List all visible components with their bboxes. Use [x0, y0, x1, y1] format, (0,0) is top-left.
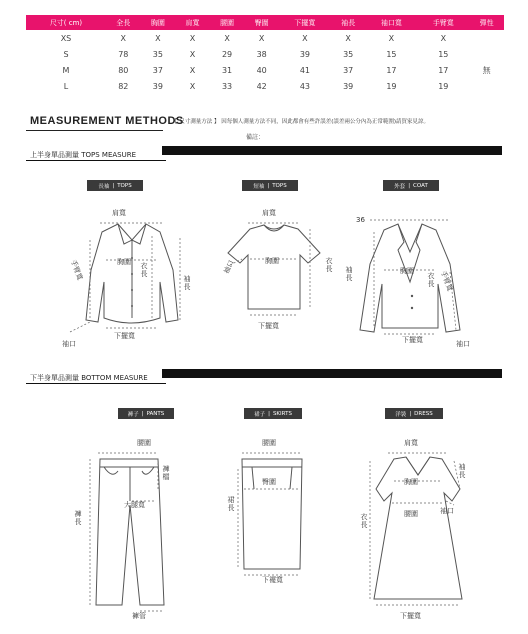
title-underline — [26, 130, 163, 131]
short-sleeve-tee-drawing — [222, 215, 332, 325]
table-row — [26, 78, 504, 94]
tag-en: COAT — [413, 182, 428, 189]
tag-dress: 洋裝 | DRESS — [385, 408, 443, 419]
tag-en: PANTS — [146, 410, 165, 417]
table-cell: X — [302, 33, 308, 43]
size-table — [26, 15, 504, 94]
label-shoulder: 肩寬 — [404, 439, 418, 447]
label-waist: 腰圍 — [404, 510, 418, 518]
tag-zh: 外套 — [394, 183, 406, 190]
size-table-header: 臀圍 — [244, 15, 279, 30]
table-cell: 17 — [386, 65, 397, 75]
table-cell: 39 — [299, 49, 310, 59]
size-table-header: 全長 — [106, 15, 141, 30]
label-length: 衣長 — [140, 262, 148, 278]
measurement-title: MEASUREMENT METHODS — [30, 115, 184, 127]
label-length: 衣長 — [325, 257, 333, 273]
tag-en: TOPS — [272, 182, 287, 189]
table-row — [26, 30, 504, 46]
measurement-remark: 備註： — [246, 134, 265, 141]
table-cell: 19 — [438, 81, 449, 91]
label-hem: 下襬寬 — [262, 576, 283, 584]
size-table-header: 尺寸( cm) — [26, 15, 106, 30]
tag-en: TOPS — [117, 182, 132, 189]
size-table-header: 彈性 — [469, 15, 504, 30]
label-chest: 胸圍 — [117, 258, 131, 266]
label-cuff: 袖口 — [62, 340, 76, 348]
label-length: 衣長 — [360, 513, 368, 529]
label-cuff: 袖口 — [456, 340, 470, 348]
tag-zh: 褲子 — [127, 411, 139, 418]
coat-drawing — [350, 212, 480, 342]
label-hem: 下擺寬 — [114, 332, 135, 340]
label-rise: 褲檔 — [162, 465, 170, 481]
size-table-header: 袖長 — [331, 15, 366, 30]
bottoms-section-label: 下半身單品測量 BOTTOM MEASURE — [30, 374, 148, 382]
tag-zh: 洋裝 — [395, 411, 407, 418]
table-cell: 31 — [221, 65, 233, 75]
table-cell: X — [189, 49, 196, 59]
label-shoulder: 肩寬 — [112, 209, 126, 217]
tops-section-label: 上半身單品測量 TOPS MEASURE — [30, 151, 137, 159]
table-cell: 35 — [152, 49, 163, 59]
table-cell: 40 — [256, 65, 267, 75]
table-cell — [469, 30, 504, 46]
tag-skirts: 裙子 | SKIRTS — [244, 408, 302, 419]
table-cell: 19 — [386, 81, 397, 91]
table-cell: L — [63, 81, 69, 91]
tag-zh: 短袖 — [253, 183, 265, 190]
table-cell: 39 — [152, 81, 163, 91]
tag-en: DRESS — [414, 410, 433, 417]
label-thigh: 大腿寬 — [124, 501, 145, 509]
table-cell: S — [63, 49, 69, 59]
table-cell — [469, 78, 504, 94]
table-cell: 39 — [343, 81, 354, 91]
table-cell: 37 — [152, 65, 163, 75]
table-cell: XS — [60, 33, 72, 43]
table-cell: 43 — [299, 81, 310, 91]
table-cell: M — [62, 65, 70, 75]
table-cell: X — [224, 33, 230, 43]
tag-pants: 褲子 | PANTS — [118, 408, 174, 419]
label-cuff: 袖口 — [222, 258, 236, 276]
table-cell: X — [120, 33, 127, 43]
label-sleeve: 袖長 — [458, 463, 466, 479]
tag-en: SKIRTS — [272, 410, 292, 417]
table-cell: X — [345, 33, 351, 43]
label-chest: 胸圍 — [400, 267, 414, 275]
label-arm-width: 手臂寬 — [439, 269, 454, 293]
measurement-note: 【 尺寸測量方法 】 因每個人測量方法不同，因此都會有些許誤差(誤差兩公分內為正常範圍)請買家見諒。 — [172, 119, 430, 125]
tag-long-sleeve: 長袖 | TOPS — [87, 180, 143, 191]
table-cell: X — [258, 33, 265, 43]
label-hem: 褲管 — [132, 612, 146, 620]
section-divider — [26, 383, 166, 384]
label-length: 衣長 — [427, 272, 435, 288]
table-cell: 15 — [386, 49, 397, 59]
label-arm-width: 手臂寬 — [69, 258, 84, 282]
table-cell: 15 — [438, 49, 449, 59]
section-bar — [162, 369, 502, 378]
label-cuff: 袖口 — [440, 507, 454, 515]
table-cell: X — [388, 33, 395, 43]
table-cell: 41 — [299, 65, 310, 75]
table-cell: 42 — [256, 81, 267, 91]
label-length: 褲長 — [74, 510, 82, 526]
label-length: 裙長 — [227, 496, 235, 512]
table-cell: X — [189, 33, 196, 43]
label-chest: 胸圍 — [404, 478, 418, 486]
label-hem: 下擺寬 — [400, 612, 421, 620]
size-table-header-row — [26, 15, 504, 30]
table-cell — [469, 46, 504, 62]
table-cell: 33 — [221, 81, 233, 91]
skirt-drawing — [228, 445, 328, 580]
size-table-header: 胸圍 — [141, 15, 176, 30]
table-cell: 80 — [118, 65, 129, 75]
label-hem: 下擺寬 — [258, 322, 279, 330]
table-row — [26, 46, 504, 62]
table-cell: X — [440, 33, 447, 43]
table-row — [26, 62, 504, 78]
table-cell: X — [189, 81, 196, 91]
table-cell: 17 — [438, 65, 449, 75]
section-bar — [162, 146, 502, 155]
size-table-header: 袖口寬 — [365, 15, 417, 30]
table-cell: 35 — [343, 49, 354, 59]
tag-zh: 裙子 — [254, 411, 266, 418]
label-chest: 胸圍 — [265, 257, 279, 265]
label-shoulder: 肩寬 — [262, 209, 276, 217]
size-table-header: 肩寬 — [175, 15, 210, 30]
tag-short-sleeve: 短袖 | TOPS — [242, 180, 298, 191]
table-cell: 37 — [343, 65, 354, 75]
table-cell: 82 — [118, 81, 129, 91]
section-divider — [26, 160, 166, 161]
label-waist: 腰圍 — [262, 439, 276, 447]
table-cell: X — [155, 33, 161, 43]
table-cell: 78 — [118, 49, 129, 59]
size-table-header: 腰圍 — [210, 15, 245, 30]
table-cell: 38 — [256, 49, 267, 59]
table-cell: X — [189, 65, 196, 75]
label-sleeve: 袖長 — [345, 266, 353, 282]
tag-zh: 長袖 — [98, 183, 110, 190]
size-table-header: 下擺寬 — [279, 15, 331, 30]
table-cell: 29 — [221, 49, 233, 59]
label-sleeve: 袖長 — [183, 275, 191, 291]
label-hip: 臀圍 — [262, 478, 276, 486]
size-table-header: 手臂寬 — [417, 15, 469, 30]
table-cell: 無 — [482, 65, 491, 75]
label-hem: 下擺寬 — [402, 336, 423, 344]
label-waist: 腰圍 — [137, 439, 151, 447]
tag-coat: 外套 | COAT — [383, 180, 439, 191]
label-number: 36 — [356, 216, 365, 224]
